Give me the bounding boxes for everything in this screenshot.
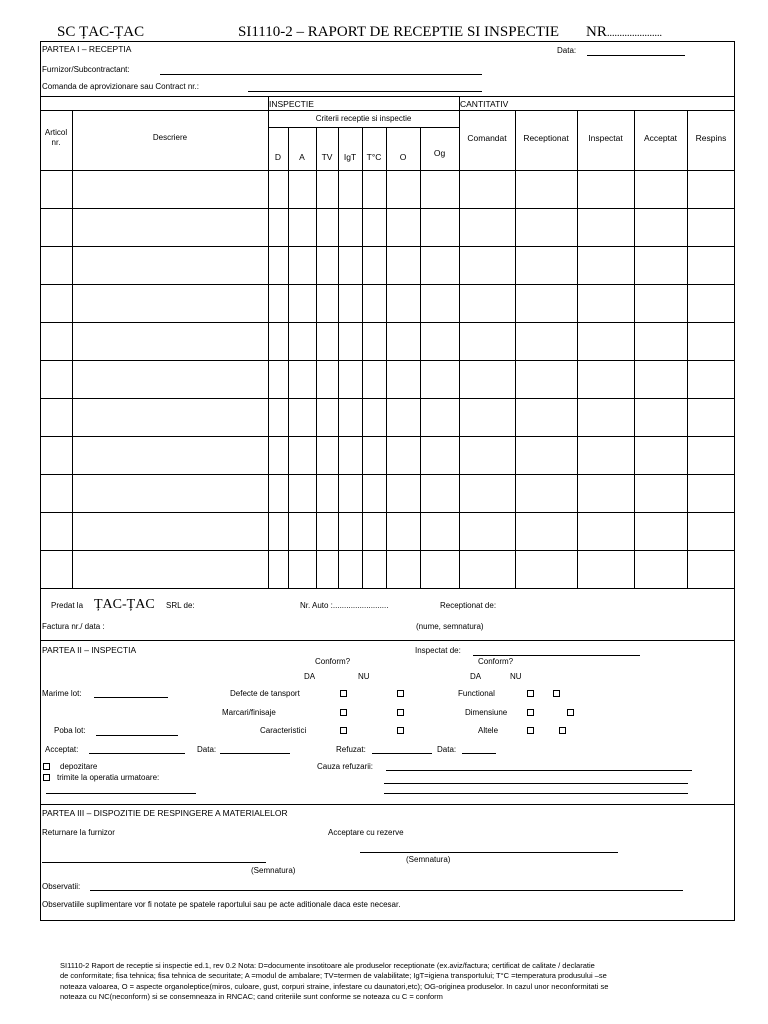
table-row — [40, 512, 735, 513]
return-supplier-label: Returnare la furnizor — [42, 828, 115, 837]
criteria-col-og: Og — [433, 148, 446, 158]
functional-label: Functional — [458, 689, 495, 698]
next-op-checkbox[interactable] — [43, 774, 50, 781]
conform-label-left: Conform? — [315, 657, 351, 666]
name-signature-label: (nume, semnatura) — [416, 622, 484, 631]
reject-reason-label: Cauza refuzarii: — [317, 762, 374, 771]
table-row — [40, 436, 735, 437]
footer-line-3: noteaza valoarea, O = aspecte organoleptice(miros, culoare, gust, corpuri straine, infestare cu daunatori,etc); OG-originea produselor. In cazul unor neconformitati se — [60, 981, 609, 991]
others-label: Altele — [478, 726, 499, 735]
delivered-company: ȚAC-ȚAC — [94, 597, 155, 612]
reject-reason-field[interactable] — [386, 770, 692, 771]
observations-field[interactable] — [90, 890, 683, 891]
size-lot-label: Marime lot: — [42, 689, 82, 698]
criteria-col-o: O — [399, 152, 407, 162]
accept-signature-field[interactable] — [360, 852, 618, 853]
report-number-label: NR — [586, 24, 607, 40]
rejected-date-field[interactable] — [462, 753, 496, 754]
form-frame — [40, 41, 735, 921]
rejected-label: Refuzat: — [336, 745, 366, 754]
criteria-col-a: A — [299, 152, 305, 162]
received-by-label: Receptionat de: — [440, 601, 497, 610]
marking-da-checkbox[interactable] — [340, 709, 347, 716]
table-line — [634, 110, 635, 588]
table-line — [687, 110, 688, 588]
article-header: Articol nr. — [44, 128, 68, 147]
qty-col-accepted: Acceptat — [643, 133, 678, 143]
storage-label: depozitare — [60, 762, 98, 771]
functional-nu-checkbox[interactable] — [553, 690, 560, 697]
part2-title: PARTEA II – INSPECTIA — [42, 645, 137, 655]
criteria-col-temp: T°C — [366, 152, 382, 162]
nu-label-right: NU — [510, 672, 522, 681]
table-line — [316, 127, 317, 588]
date-label: Data: — [557, 46, 577, 55]
criteria-header: Criterii receptie si inspectie — [315, 113, 412, 123]
footer-line-1: SI1110-2 Raport de receptie si inspectie ed.1, rev 0.2 Nota: D=documente insotitoare ale produselor receptionate (ex.aviz/factura; certificat de calitate / declaratie — [60, 961, 595, 970]
rejected-date-label: Data: — [437, 745, 457, 754]
sample-lot-label: Poba lot: — [54, 726, 86, 735]
table-line — [515, 110, 516, 588]
table-line — [268, 127, 459, 128]
table-row — [40, 322, 735, 323]
functional-da-checkbox[interactable] — [527, 690, 534, 697]
others-da-checkbox[interactable] — [527, 727, 534, 734]
table-row — [40, 588, 735, 589]
extra-note: Observatiile suplimentare vor fi notate pe spatele raportului sau pe acte aditionale daca este necesar. — [42, 900, 401, 909]
accept-derog-label: Acceptare cu rezerve — [328, 828, 404, 837]
table-line — [420, 127, 421, 588]
features-nu-checkbox[interactable] — [397, 727, 404, 734]
reject-reason-line-2[interactable] — [384, 783, 688, 784]
delivered-suffix: SRL de: — [166, 601, 195, 610]
part1-title: PARTEA I – RECEPTIA — [42, 44, 132, 54]
quantity-header: CANTITATIV — [460, 99, 509, 109]
order-field[interactable] — [248, 91, 482, 92]
table-row — [40, 398, 735, 399]
order-label: Comanda de aprovizionare sau Contract nr.: — [42, 82, 199, 91]
marking-label: Marcari/finisaje — [222, 708, 276, 717]
section-divider — [40, 804, 735, 805]
return-signature-label: (Semnatura) — [251, 866, 296, 875]
footer-line-4: noteaza cu NC(neconform) si se consemneaza in RNCAC; cand criteriile sunt conforme se noteaza cu C = conform — [60, 991, 443, 1001]
table-line — [459, 110, 735, 111]
supplier-field[interactable] — [160, 74, 482, 75]
table-line — [338, 127, 339, 588]
storage-checkbox[interactable] — [43, 763, 50, 770]
return-signature-field[interactable] — [42, 862, 266, 863]
accepted-label: Acceptat: — [45, 745, 79, 754]
accepted-date-field[interactable] — [220, 753, 290, 754]
rejected-field[interactable] — [372, 753, 432, 754]
report-number-field[interactable]: ...................... — [607, 28, 662, 39]
table-row — [40, 246, 735, 247]
table-row — [40, 208, 735, 209]
table-line — [362, 127, 363, 588]
table-top-border — [40, 96, 735, 97]
others-nu-checkbox[interactable] — [559, 727, 566, 734]
observations-label: Observatii: — [42, 882, 81, 891]
criteria-col-tv: TV — [321, 152, 333, 162]
inspected-by-label: Inspectat de: — [415, 646, 461, 655]
da-label-left: DA — [304, 672, 316, 681]
accepted-date-label: Data: — [197, 745, 217, 754]
delivered-label: Predat la — [51, 601, 84, 610]
qty-col-rejected: Respins — [695, 133, 727, 143]
transport-nu-checkbox[interactable] — [397, 690, 404, 697]
sample-lot-field[interactable] — [96, 735, 178, 736]
qty-col-inspected: Inspectat — [588, 133, 623, 143]
page-title: SI1110-2 – RAPORT DE RECEPTIE SI INSPECTIE — [238, 24, 560, 40]
nu-label-left: NU — [358, 672, 370, 681]
criteria-col-d: D — [274, 152, 282, 162]
part3-title: PARTEA III – DISPOZITIE DE RESPINGERE A MATERIALELOR — [42, 808, 288, 818]
criteria-col-igt: IgT — [343, 152, 357, 162]
table-row — [40, 170, 735, 171]
dimensions-nu-checkbox[interactable] — [567, 709, 574, 716]
table-row — [40, 284, 735, 285]
table-line — [288, 127, 289, 588]
footer-note — [60, 961, 608, 1002]
supplier-label: Furnizor/Subcontractant: — [42, 65, 130, 74]
da-label-right: DA — [470, 672, 482, 681]
qty-col-ordered: Comandat — [467, 133, 507, 143]
footer-line-2: de conformitate; fisa tehnica; fisa tehnica de securitate; A =modul de ambalare; TV=termen de valabilitate; IgT=igiena transportului; T°C =temperatura produsului –se — [60, 971, 607, 981]
dimensions-label: Dimensiune — [465, 708, 508, 717]
size-lot-field[interactable] — [94, 697, 168, 698]
marking-nu-checkbox[interactable] — [397, 709, 404, 716]
inspected-by-field[interactable] — [473, 655, 640, 656]
accepted-field[interactable] — [89, 753, 185, 754]
table-line — [72, 110, 73, 588]
transport-da-checkbox[interactable] — [340, 690, 347, 697]
table-row — [40, 550, 735, 551]
reject-reason-line-3[interactable] — [384, 793, 688, 794]
next-op-field[interactable] — [46, 793, 196, 794]
table-row — [40, 360, 735, 361]
section-divider — [40, 640, 735, 641]
dimensions-da-checkbox[interactable] — [527, 709, 534, 716]
next-op-label: trimite la operatia urmatoare: — [57, 773, 160, 782]
qty-col-received: Receptionat — [523, 133, 569, 143]
company-name: SC ȚAC-ȚAC — [57, 24, 145, 40]
nr-auto-field[interactable]: Nr. Auto :......................... — [300, 601, 389, 610]
accept-signature-label: (Semnatura) — [406, 855, 451, 864]
conform-label-right: Conform? — [478, 657, 514, 666]
transport-defects-label: Defecte de tansport — [230, 689, 300, 698]
invoice-label: Factura nr./ data : — [42, 622, 105, 631]
features-da-checkbox[interactable] — [340, 727, 347, 734]
table-line — [577, 110, 578, 588]
table-line — [386, 127, 387, 588]
inspection-header: INSPECTIE — [269, 99, 314, 109]
description-header: Descriere — [152, 133, 188, 142]
features-label: Caracteristici — [260, 726, 307, 735]
date-field[interactable] — [587, 55, 685, 56]
table-row — [40, 474, 735, 475]
